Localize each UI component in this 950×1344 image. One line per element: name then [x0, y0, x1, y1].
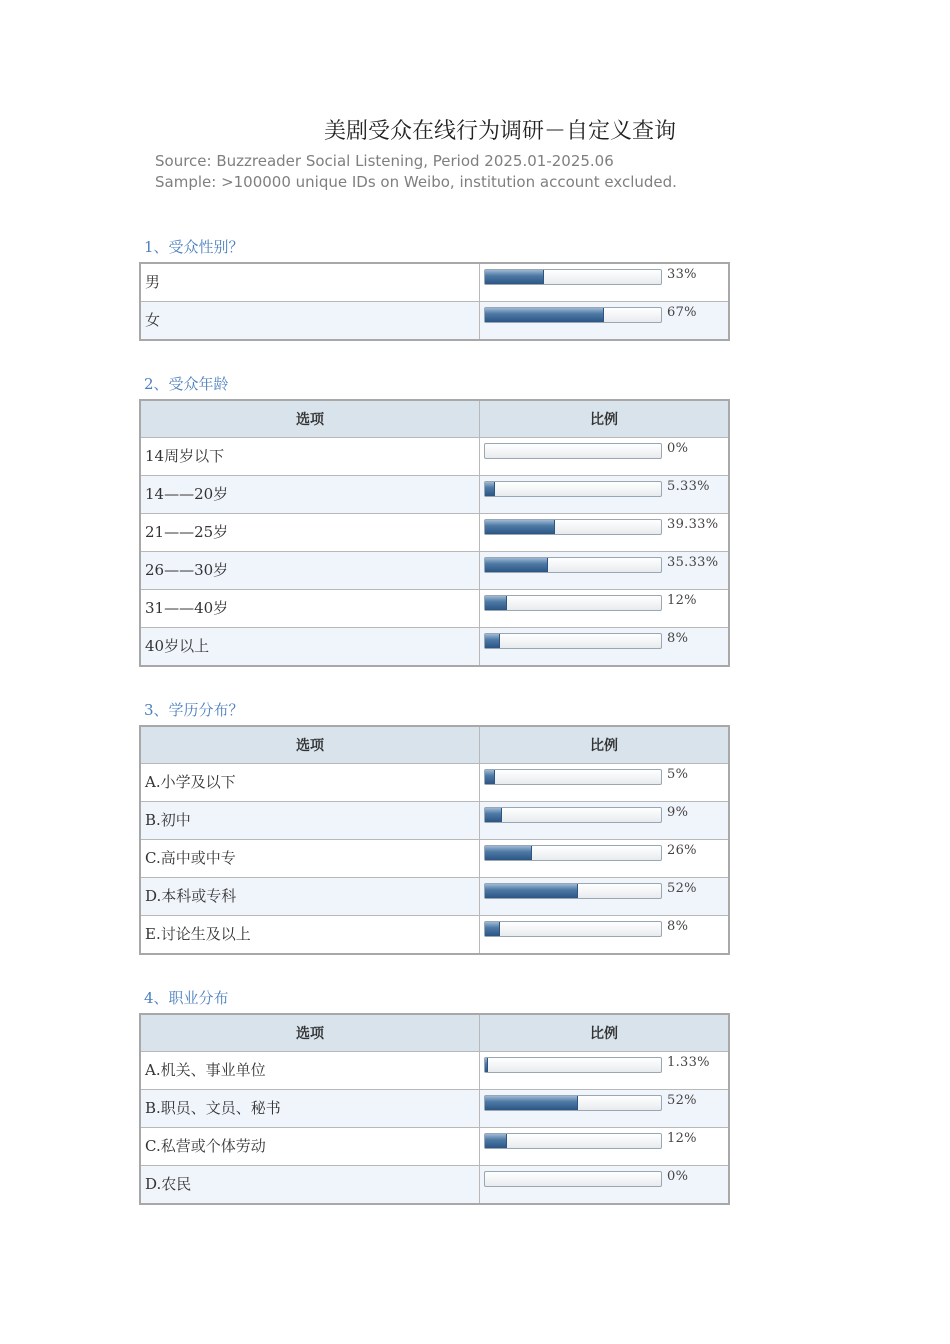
- table-row: [140, 514, 729, 552]
- table-row: [140, 263, 729, 302]
- progress-bar: [484, 769, 662, 785]
- option-label: B.初中: [140, 802, 480, 840]
- question-section-3: [139, 699, 730, 955]
- table-header-row: [140, 400, 729, 438]
- question-title: 4、职业分布: [144, 989, 229, 1007]
- progress-bar: [484, 1095, 662, 1111]
- results-table: [139, 1013, 730, 1205]
- option-label: 14周岁以下: [140, 438, 480, 476]
- percent-label: 5%: [667, 767, 689, 782]
- table-header-row: [140, 1014, 729, 1052]
- progress-fill: [485, 884, 578, 898]
- table-row: [140, 590, 729, 628]
- progress-bar: [484, 1133, 662, 1149]
- progress-bar: [484, 883, 662, 899]
- percent-label: 33%: [667, 267, 697, 282]
- results-table: [139, 399, 730, 667]
- header-ratio: 比例: [480, 1014, 730, 1052]
- percent-label: 52%: [667, 881, 697, 896]
- ratio-cell: [480, 1052, 730, 1090]
- ratio-cell: [480, 628, 730, 667]
- option-label: C.私营或个体劳动: [140, 1128, 480, 1166]
- progress-fill: [485, 770, 495, 784]
- option-label: D.农民: [140, 1166, 480, 1205]
- progress-fill: [485, 846, 532, 860]
- percent-label: 0%: [667, 441, 689, 456]
- table-row: [140, 1128, 729, 1166]
- option-label: D.本科或专科: [140, 878, 480, 916]
- progress-bar: [484, 921, 662, 937]
- question-section-1: [139, 236, 730, 341]
- header-ratio: 比例: [480, 400, 730, 438]
- table-row: [140, 476, 729, 514]
- progress-bar: [484, 557, 662, 573]
- results-table: [139, 262, 730, 341]
- percent-label: 8%: [667, 631, 689, 646]
- table-row: [140, 1052, 729, 1090]
- option-label: A.小学及以下: [140, 764, 480, 802]
- progress-bar: [484, 845, 662, 861]
- table-row: [140, 1166, 729, 1205]
- progress-fill: [485, 596, 507, 610]
- question-title: 3、学历分布？: [144, 701, 244, 719]
- percent-label: 35.33%: [667, 555, 719, 570]
- percent-label: 52%: [667, 1093, 697, 1108]
- results-table: [139, 725, 730, 955]
- ratio-cell: [480, 514, 730, 552]
- header-option: 选项: [140, 1014, 480, 1052]
- progress-bar: [484, 269, 662, 285]
- option-label: 26——30岁: [140, 552, 480, 590]
- progress-bar: [484, 807, 662, 823]
- table-row: [140, 552, 729, 590]
- percent-label: 26%: [667, 843, 697, 858]
- option-label: 14——20岁: [140, 476, 480, 514]
- ratio-cell: [480, 263, 730, 302]
- option-label: 40岁以上: [140, 628, 480, 667]
- percent-label: 12%: [667, 593, 697, 608]
- question-title: 2、受众年龄: [144, 375, 229, 393]
- option-label: 男: [140, 263, 480, 302]
- progress-bar: [484, 595, 662, 611]
- source-note: Source: Buzzreader Social Listening, Period 2025.01-2025.06: [155, 152, 614, 170]
- table-row: [140, 628, 729, 667]
- option-label: A.机关、事业单位: [140, 1052, 480, 1090]
- progress-fill: [485, 482, 495, 496]
- percent-label: 0%: [667, 1169, 689, 1184]
- option-label: C.高中或中专: [140, 840, 480, 878]
- progress-fill: [485, 1096, 578, 1110]
- progress-bar: [484, 1057, 662, 1073]
- progress-bar: [484, 1171, 662, 1187]
- ratio-cell: [480, 802, 730, 840]
- ratio-cell: [480, 916, 730, 955]
- ratio-cell: [480, 840, 730, 878]
- progress-fill: [485, 1134, 507, 1148]
- ratio-cell: [480, 878, 730, 916]
- table-row: [140, 302, 729, 341]
- progress-bar: [484, 481, 662, 497]
- progress-fill: [485, 308, 604, 322]
- table-row: [140, 916, 729, 955]
- table-row: [140, 802, 729, 840]
- question-section-2: [139, 373, 730, 667]
- option-label: 31——40岁: [140, 590, 480, 628]
- page-title: 美剧受众在线行为调研－自定义查询: [323, 119, 676, 144]
- percent-label: 9%: [667, 805, 689, 820]
- option-label: 女: [140, 302, 480, 341]
- header-ratio: 比例: [480, 726, 730, 764]
- progress-fill: [485, 634, 500, 648]
- table-row: [140, 438, 729, 476]
- ratio-cell: [480, 302, 730, 341]
- table-header-row: [140, 726, 729, 764]
- option-label: 21——25岁: [140, 514, 480, 552]
- table-row: [140, 840, 729, 878]
- ratio-cell: [480, 476, 730, 514]
- table-row: [140, 878, 729, 916]
- percent-label: 39.33%: [667, 517, 719, 532]
- question-section-4: [139, 987, 730, 1205]
- percent-label: 8%: [667, 919, 689, 934]
- progress-fill: [485, 1058, 488, 1072]
- progress-bar: [484, 307, 662, 323]
- ratio-cell: [480, 438, 730, 476]
- option-label: B.职员、文员、秘书: [140, 1090, 480, 1128]
- table-row: [140, 1090, 729, 1128]
- table-row: [140, 764, 729, 802]
- ratio-cell: [480, 590, 730, 628]
- progress-fill: [485, 520, 555, 534]
- percent-label: 67%: [667, 305, 697, 320]
- question-title: 1、受众性别？: [144, 238, 244, 256]
- sample-note: Sample: >100000 unique IDs on Weibo, institution account excluded.: [155, 173, 677, 191]
- progress-fill: [485, 808, 502, 822]
- progress-bar: [484, 519, 662, 535]
- ratio-cell: [480, 1166, 730, 1205]
- ratio-cell: [480, 1090, 730, 1128]
- ratio-cell: [480, 552, 730, 590]
- progress-fill: [485, 558, 548, 572]
- progress-fill: [485, 270, 544, 284]
- option-label: E.讨论生及以上: [140, 916, 480, 955]
- header-option: 选项: [140, 400, 480, 438]
- progress-fill: [485, 922, 500, 936]
- header-option: 选项: [140, 726, 480, 764]
- percent-label: 1.33%: [667, 1055, 710, 1070]
- ratio-cell: [480, 1128, 730, 1166]
- progress-bar: [484, 443, 662, 459]
- ratio-cell: [480, 764, 730, 802]
- percent-label: 12%: [667, 1131, 697, 1146]
- percent-label: 5.33%: [667, 479, 710, 494]
- progress-bar: [484, 633, 662, 649]
